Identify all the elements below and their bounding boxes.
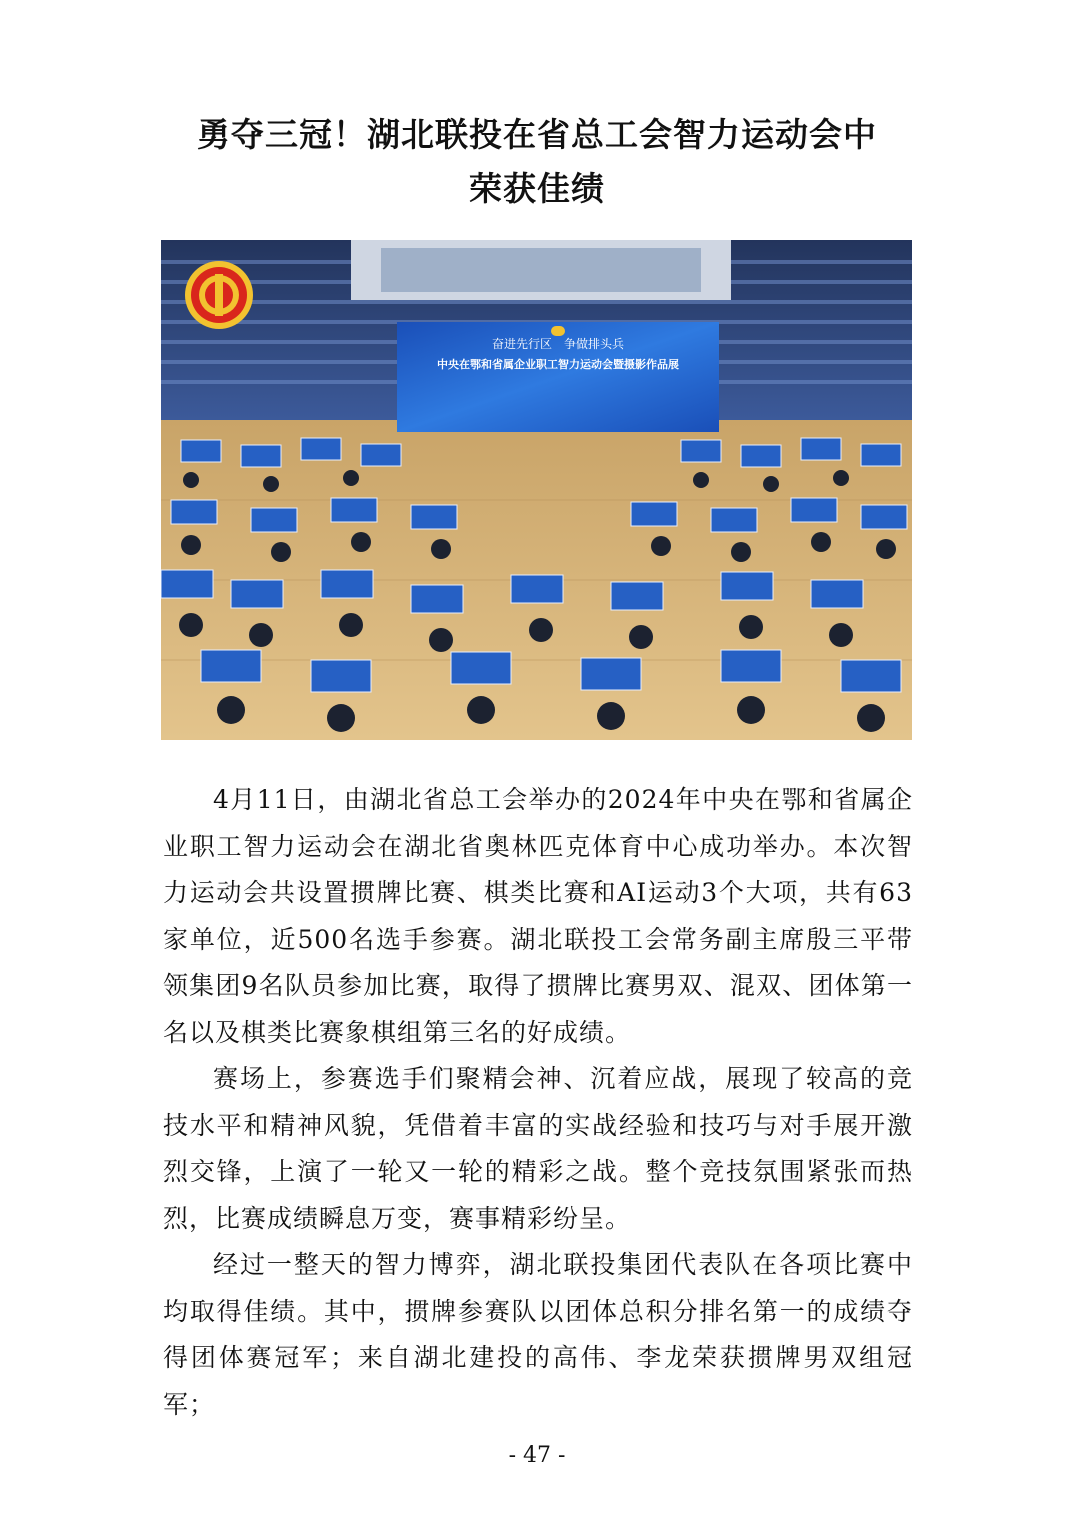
article-photo <box>161 240 912 740</box>
backdrop-event-name: 中央在鄂和省属企业职工智力运动会暨摄影作品展 <box>437 358 679 371</box>
article-title <box>0 108 1074 216</box>
paragraph-2: 赛场上，参赛选手们聚精会神、沉着应战，展现了较高的竞技水平和精神风貌，凭借着丰富的实战经验和技巧与对手展开激烈交锋，上演了一轮又一轮的精彩之战。整个竞技氛围紧张而热烈，比赛成绩瞬息万变，赛事精彩纷呈。 <box>163 1064 913 1233</box>
title-line-2: 荣获佳绩 <box>469 169 605 208</box>
paragraph-1: 4月11日，由湖北省总工会举办的2024年中央在鄂和省属企业职工智力运动会在湖北省奥林匹克体育中心成功举办。本次智力运动会共设置掼牌比赛、棋类比赛和AI运动3个大项，共有63家单位，近500名选手参赛。湖北联投工会常务副主席殷三平带领集团9名队员参加比赛，取得了掼牌比赛男双、混双、团体第一名以及棋类比赛象棋组第三名的好成绩。 <box>163 785 913 1047</box>
event-backdrop <box>397 322 719 432</box>
page-number: - 47 - <box>508 1443 566 1468</box>
title-line-1: 勇夺三冠！湖北联投在省总工会智力运动会中 <box>197 115 877 154</box>
trade-union-emblem-icon <box>185 261 253 329</box>
article-body <box>163 777 913 1428</box>
backdrop-slogan: 奋进先行区 争做排头兵 <box>491 337 625 351</box>
paragraph-3: 经过一整天的智力博弈，湖北联投集团代表队在各项比赛中均取得佳绩。其中，掼牌参赛队以团体总积分排名第一的成绩夺得团体赛冠军；来自湖北建投的高伟、李龙荣获掼牌男双组冠军； <box>163 1250 913 1419</box>
